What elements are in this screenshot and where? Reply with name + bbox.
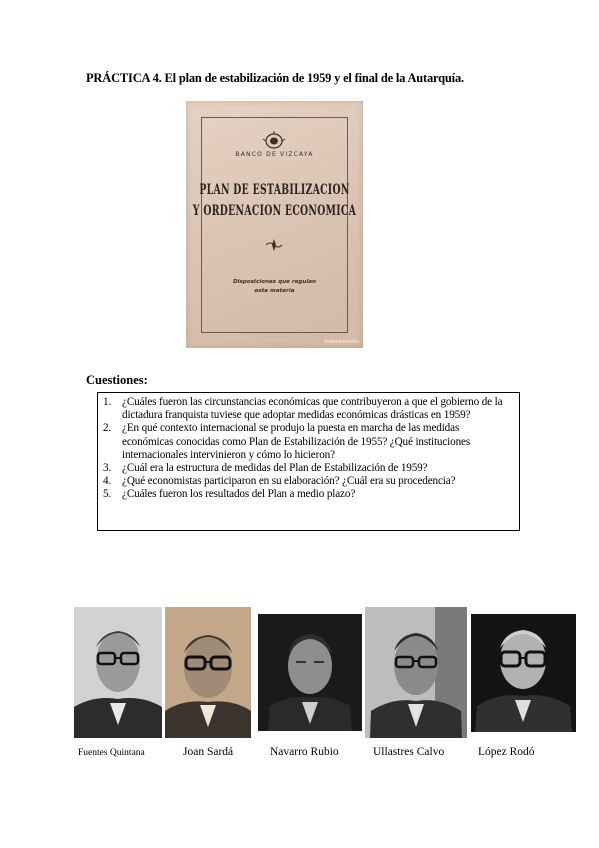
question-item — [103, 475, 513, 488]
portrait-caption-5: López Rodó — [478, 746, 535, 758]
question-number: 1. — [103, 396, 112, 408]
question-item — [103, 488, 513, 501]
portrait-caption-1: Fuentes Quintana — [78, 748, 145, 758]
question-text: ¿En qué contexto internacional se produjo la puesta en marcha de las medidas económicas conocidas como Plan de Estabilización de 1955? ¿Qué instituciones internacionales intervinieron y cómo lo hicieron? — [122, 422, 471, 461]
question-number: 4. — [103, 475, 112, 488]
portrait-photo-1 — [74, 607, 162, 738]
portrait-photo-2 — [165, 607, 251, 738]
questions-box — [97, 392, 520, 531]
question-item — [103, 422, 513, 462]
question-text: ¿Cuál era la estructura de medidas del Plan de Estabilización de 1959? — [122, 462, 428, 475]
question-text: ¿Cuáles fueron los resultados del Plan a medio plazo? — [122, 488, 356, 501]
cover-subtitle-line-2: esta materia — [254, 288, 295, 294]
ornament-icon — [265, 238, 283, 252]
bank-emblem-icon — [262, 131, 286, 151]
question-text: ¿Qué economistas participaron en su elaboración? ¿Cuál era su procedencia? — [122, 475, 456, 488]
portrait-photo-3 — [258, 614, 362, 731]
portrait-caption-2: Joan Sardá — [183, 746, 234, 758]
cover-title-line-2: Y ORDENACION ECONOMICA — [192, 203, 357, 220]
question-item — [103, 462, 513, 475]
cover-bank-name: BANCO DE VIZCAYA — [235, 151, 314, 158]
booklet-cover-image — [186, 101, 363, 348]
portrait-photo-4 — [365, 607, 467, 738]
question-text: ¿Cuáles fueron las circunstancias económicas que contribuyeron a que el gobierno de la dictadura franquista tuviese que adoptar medidas económicas drásticas en 1959? — [122, 396, 503, 422]
questions-list — [103, 396, 513, 502]
cover-title-line-1: PLAN DE ESTABILIZACION — [199, 182, 350, 199]
cover-subtitle-line-1: Disposiciones que regulan — [232, 279, 317, 285]
portrait-photo-5 — [471, 614, 576, 732]
question-number: 5. — [103, 488, 112, 501]
page-title: PRÁCTICA 4. El plan de estabilización de 1959 y el final de la Autarquía. — [86, 71, 464, 85]
portrait-caption-4: Ullastres Calvo — [373, 746, 445, 758]
portrait-caption-3: Navarro Rubio — [270, 746, 339, 758]
question-number: 2. — [103, 422, 112, 435]
questions-heading: Cuestiones: — [86, 373, 148, 387]
question-item — [103, 396, 513, 422]
question-number: 3. — [103, 462, 112, 475]
watermark: todocoleccion — [324, 339, 359, 345]
